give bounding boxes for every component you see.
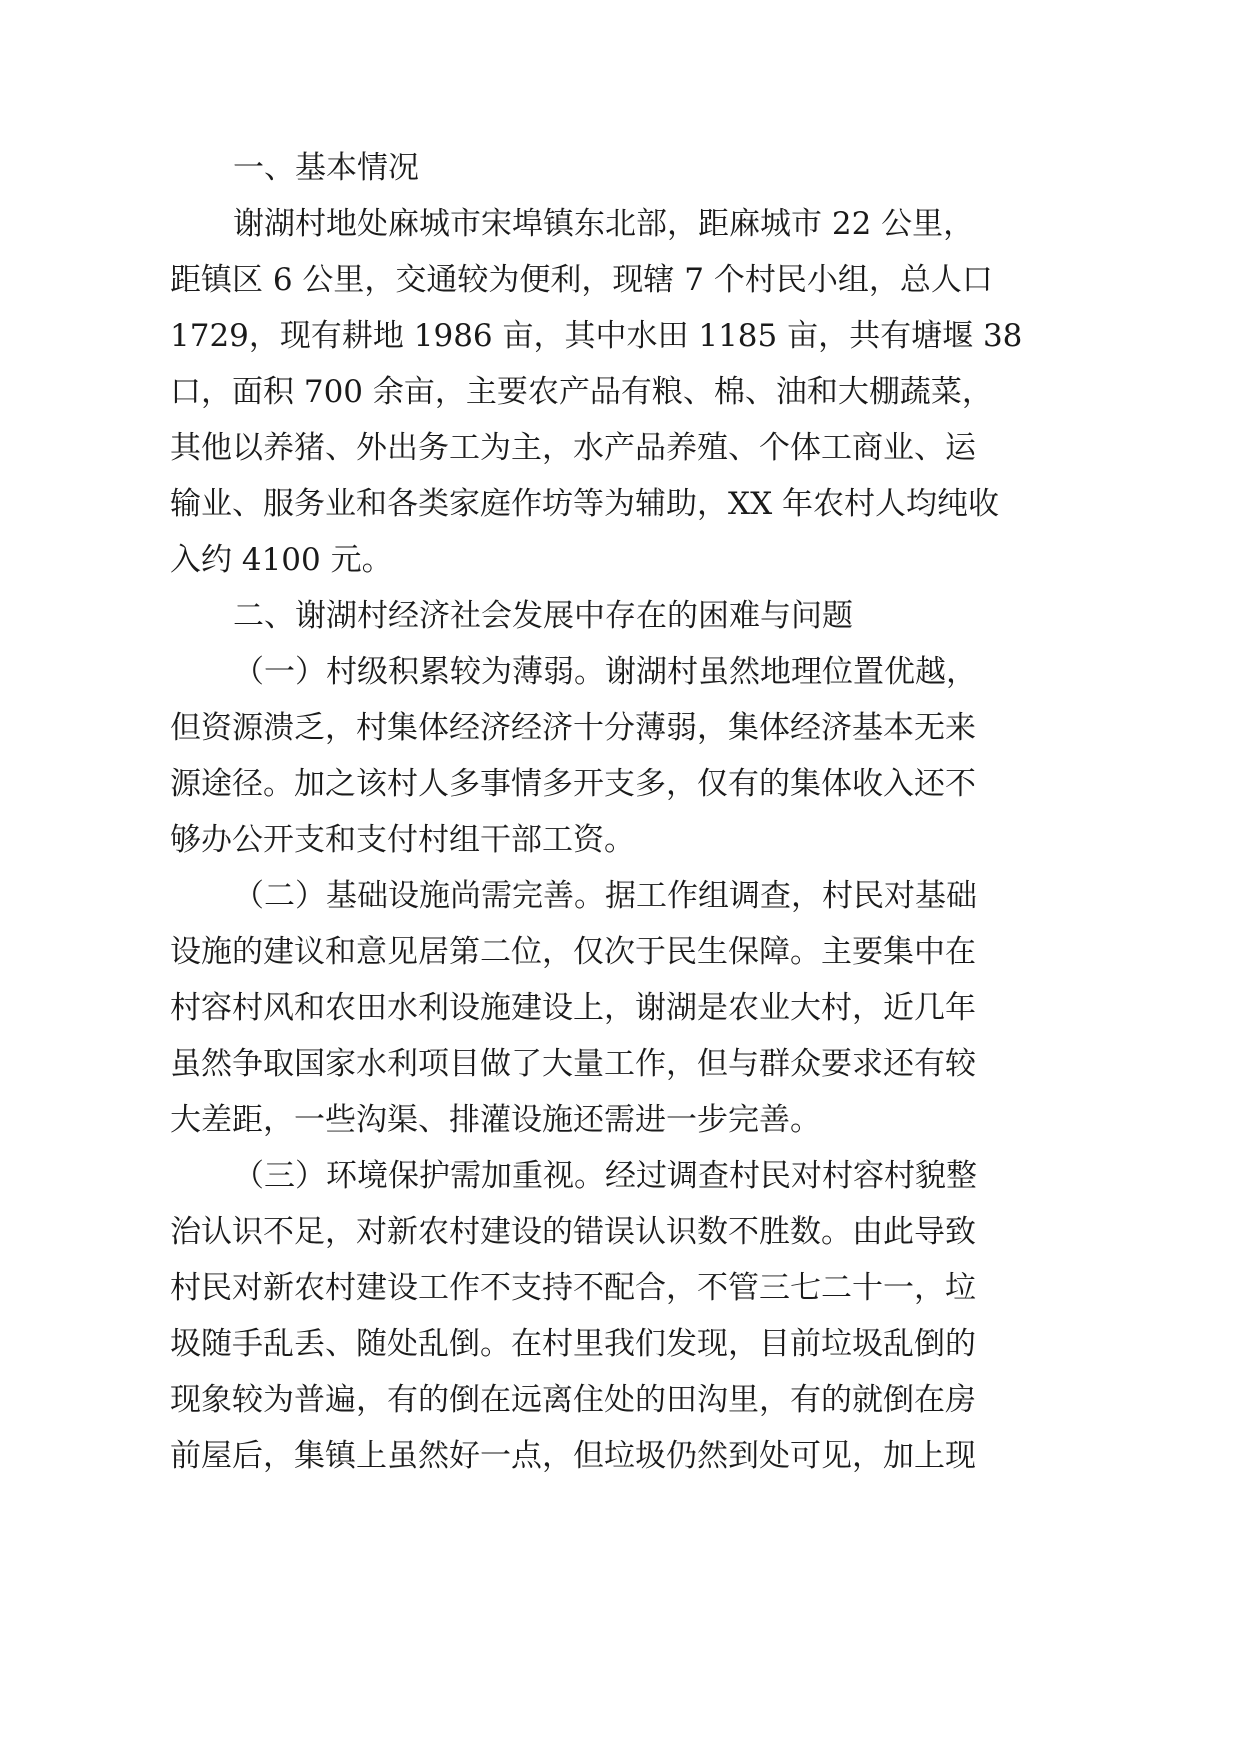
paragraph-line: 大差距，一些沟渠、排灌设施还需进一步完善。: [170, 1102, 821, 1138]
paragraph-line: 够办公开支和支付村组干部工资。: [170, 822, 635, 858]
section-heading: 二、谢湖村经济社会发展中存在的困难与问题: [233, 598, 853, 634]
paragraph-line: 源途径。加之该村人多事情多开支多，仅有的集体收入还不: [170, 766, 976, 802]
paragraph-line: 其他以养猪、外出务工为主，水产品养殖、个体工商业、运: [170, 430, 976, 466]
paragraph-line: 谢湖村地处麻城市宋埠镇东北部，距麻城市 22 公里，: [233, 206, 975, 242]
paragraph-line: 入约 4100 元。: [170, 542, 393, 578]
paragraph-line: 设施的建议和意见居第二位，仅次于民生保障。主要集中在: [170, 934, 976, 970]
paragraph-line: （三）环境保护需加重视。经过调查村民对村容村貌整: [233, 1158, 977, 1194]
paragraph-line: 输业、服务业和各类家庭作坊等为辅助，XX 年农村人均纯收: [170, 486, 999, 522]
paragraph-line: 1729，现有耕地 1986 亩，其中水田 1185 亩，共有塘堰 38: [170, 318, 1023, 354]
paragraph-line: 距镇区 6 公里，交通较为便利，现辖 7 个村民小组，总人口: [170, 262, 993, 298]
paragraph-line: 但资源溃乏，村集体经济经济十分薄弱，集体经济基本无来: [170, 710, 976, 746]
paragraph-line: 治认识不足，对新农村建设的错误认识数不胜数。由此导致: [170, 1214, 976, 1250]
paragraph-line: 圾随手乱丢、随处乱倒。在村里我们发现，目前垃圾乱倒的: [170, 1326, 976, 1362]
paragraph-line: 村容村风和农田水利设施建设上，谢湖是农业大村，近几年: [170, 990, 976, 1026]
paragraph-line: 虽然争取国家水利项目做了大量工作，但与群众要求还有较: [170, 1046, 976, 1082]
paragraph-line: （一）村级积累较为薄弱。谢湖村虽然地理位置优越，: [233, 654, 977, 690]
paragraph-line: 现象较为普遍，有的倒在远离住处的田沟里，有的就倒在房: [170, 1382, 976, 1418]
paragraph-line: 口，面积 700 余亩，主要农产品有粮、棉、油和大棚蔬菜，: [170, 374, 993, 410]
paragraph-line: 村民对新农村建设工作不支持不配合，不管三七二十一，垃: [170, 1270, 976, 1306]
section-heading: 一、基本情况: [233, 150, 419, 186]
paragraph-line: （二）基础设施尚需完善。据工作组调查，村民对基础: [233, 878, 977, 914]
paragraph-line: 前屋后，集镇上虽然好一点，但垃圾仍然到处可见，加上现: [170, 1438, 976, 1474]
